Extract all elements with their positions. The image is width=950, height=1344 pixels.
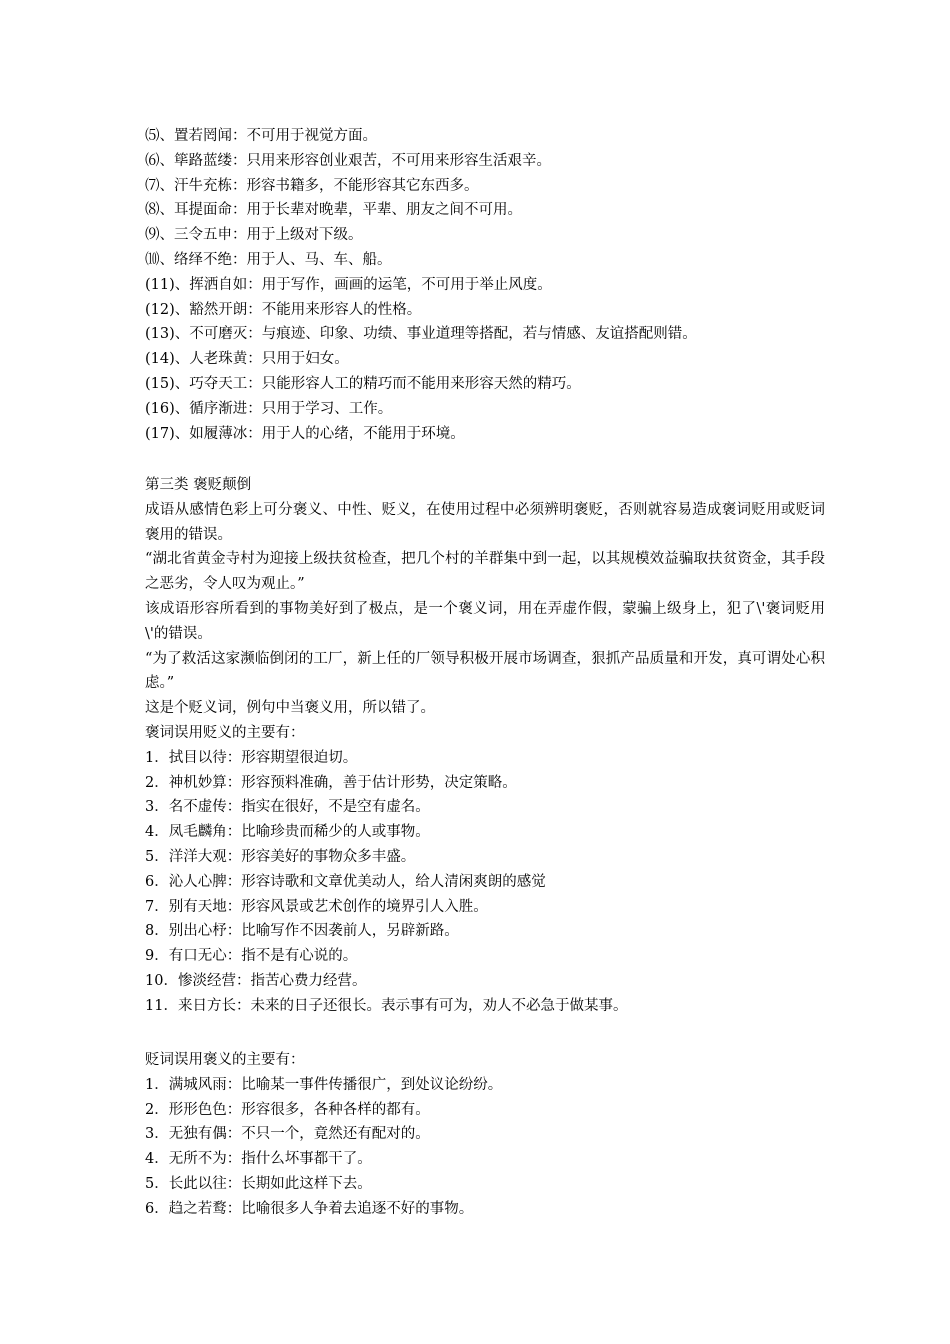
list-item: ⑽、络绎不绝：用于人、马、车、船。 bbox=[145, 251, 392, 268]
list-item: 4．无所不为：指什么坏事都干了。 bbox=[145, 1151, 372, 1168]
list-item: 3．无独有偶：不只一个，竟然还有配对的。 bbox=[145, 1126, 430, 1143]
explanation-paragraph: 该成语形容所看到的事物美好到了极点，是一个褒义词，用在弄虚作假，蒙骗上级身上，犯了\'褒词贬用\'的错误。 bbox=[145, 600, 825, 642]
intro-paragraph: 成语从感情色彩上可分褒义、中性、贬义，在使用过程中必须辨明褒贬，否则就容易造成褒词贬用或贬词褒用的错误。 bbox=[145, 501, 825, 543]
list-item: 5．洋洋大观：形容美好的事物众多丰盛。 bbox=[145, 848, 416, 865]
list-item: 4．凤毛麟角：比喻珍贵而稀少的人或事物。 bbox=[145, 824, 430, 841]
list-item: 3．名不虚传：指实在很好，不是空有虚名。 bbox=[145, 799, 430, 816]
list-item: (15)、巧夺天工：只能形容人工的精巧而不能用来形容天然的精巧。 bbox=[145, 375, 581, 392]
list-item: 5．长此以往：长期如此这样下去。 bbox=[145, 1175, 372, 1192]
example-sentence: “湖北省黄金寺村为迎接上级扶贫检查，把几个村的羊群集中到一起，以其规模效益骗取扶贫资金，其手段之恶劣，令人叹为观止。” bbox=[145, 551, 825, 593]
list-item: 10．惨淡经营：指苦心费力经营。 bbox=[145, 972, 367, 989]
derogatory-misuse-section bbox=[145, 1048, 825, 1222]
list-item: (12)、豁然开朗：不能用来形容人的性格。 bbox=[145, 301, 422, 318]
list-item: ⑻、耳提面命：用于长辈对晚辈，平辈、朋友之间不可用。 bbox=[145, 202, 522, 219]
example-sentence: “为了救活这家濒临倒闭的工厂，新上任的厂领导积极开展市场调查，狠抓产品质量和开发，真可谓处心积虑。” bbox=[145, 650, 825, 692]
list-item: 8．别出心杼：比喻写作不因袭前人，另辟新路。 bbox=[145, 923, 459, 940]
list-item: 1．满城风雨：比喻某一事件传播很广，到处议论纷纷。 bbox=[145, 1076, 503, 1093]
explanation-paragraph: 这是个贬义词，例句中当褒义用，所以错了。 bbox=[145, 700, 435, 717]
list-item: 2．神机妙算：形容预料准确，善于估计形势，决定策略。 bbox=[145, 774, 517, 791]
list-item: 11．来日方长：未来的日子还很长。表示事有可为，劝人不必急于做某事。 bbox=[145, 997, 628, 1014]
list-item: (16)、循序渐进：只用于学习、工作。 bbox=[145, 400, 393, 417]
list-item: (17)、如履薄冰：用于人的心绪，不能用于环境。 bbox=[145, 425, 465, 442]
subsection-heading: 褒词误用贬义的主要有： bbox=[145, 724, 305, 741]
list-item: (11)、挥洒自如：用于写作，画画的运笔，不可用于举止风度。 bbox=[145, 276, 552, 293]
list-item: 6．趋之若鹜：比喻很多人争着去追逐不好的事物。 bbox=[145, 1200, 474, 1217]
list-item: 2．形形色色：形容很多，各种各样的都有。 bbox=[145, 1101, 430, 1118]
list-item: (14)、人老珠黄：只用于妇女。 bbox=[145, 351, 349, 368]
section-heading: 第三类 褒贬颠倒 bbox=[145, 477, 252, 493]
list-item: ⑹、筚路蓝缕：只用来形容创业艰苦，不可用来形容生活艰辛。 bbox=[145, 152, 551, 169]
subsection-heading: 贬词误用褒义的主要有： bbox=[145, 1052, 305, 1068]
list-item: ⑺、汗牛充栋：形容书籍多，不能形容其它东西多。 bbox=[145, 177, 479, 194]
list-item: ⑸、置若罔闻：不可用于视觉方面。 bbox=[145, 128, 377, 144]
list-item: 1．拭目以待：形容期望很迫切。 bbox=[145, 749, 358, 766]
limited-usage-list bbox=[145, 124, 825, 446]
section-three bbox=[145, 473, 825, 1019]
list-item: ⑼、三令五申：用于上级对下级。 bbox=[145, 227, 363, 244]
list-item: 7．别有天地：形容风景或艺术创作的境界引人入胜。 bbox=[145, 898, 488, 915]
list-item: 9．有口无心：指不是有心说的。 bbox=[145, 948, 358, 965]
list-item: 6．沁人心脾：形容诗歌和文章优美动人，给人清闲爽朗的感觉 bbox=[145, 873, 546, 890]
list-item: (13)、不可磨灭：与痕迹、印象、功绩、事业道理等搭配，若与情感、友谊搭配则错。 bbox=[145, 326, 697, 343]
